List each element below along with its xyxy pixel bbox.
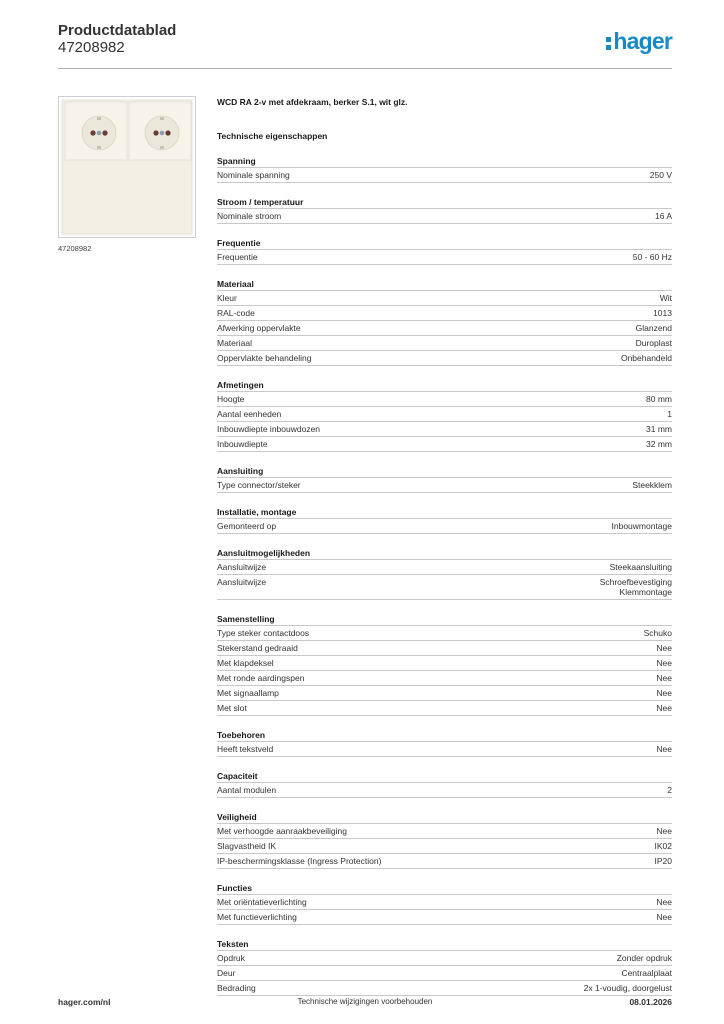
section-title: Technische eigenschappen bbox=[217, 131, 328, 141]
spec-label: Materiaal bbox=[217, 338, 252, 348]
spec-value: 250 V bbox=[649, 170, 672, 180]
spec-label: IP-beschermingsklasse (Ingress Protection) bbox=[217, 856, 382, 866]
spec-label: Bedrading bbox=[217, 983, 256, 993]
spec-row bbox=[217, 560, 672, 575]
spec-value: Steekaansluiting bbox=[609, 562, 672, 572]
spec-row bbox=[217, 671, 672, 686]
spec-label: Hoogte bbox=[217, 394, 245, 404]
spec-label: Heeft tekstveld bbox=[217, 744, 274, 754]
spec-value: Nee bbox=[656, 912, 672, 922]
spec-value: Nee bbox=[656, 688, 672, 698]
spec-label: Opdruk bbox=[217, 953, 245, 963]
spec-row bbox=[217, 783, 672, 798]
spec-row bbox=[217, 519, 672, 534]
spec-sheet bbox=[217, 96, 672, 996]
spec-row bbox=[217, 701, 672, 716]
spec-row bbox=[217, 966, 672, 981]
spec-group-title: Aansluitmogelijkheden bbox=[217, 547, 672, 560]
spec-value: Duroplast bbox=[635, 338, 672, 348]
document-number: 47208982 bbox=[58, 39, 125, 56]
spec-row bbox=[217, 824, 672, 839]
spec-group-title: Stroom / temperatuur bbox=[217, 196, 672, 209]
spec-value: 1 bbox=[667, 409, 672, 419]
spec-label: Deur bbox=[217, 968, 236, 978]
spec-group-title: Capaciteit bbox=[217, 770, 672, 783]
logo-text: hager bbox=[613, 28, 672, 54]
spec-value: 80 mm bbox=[646, 394, 672, 404]
spec-row bbox=[217, 575, 672, 600]
spec-group bbox=[217, 155, 672, 183]
spec-label: Nominale spanning bbox=[217, 170, 290, 180]
spec-value: Zonder opdruk bbox=[616, 953, 672, 963]
spec-value: Wit bbox=[659, 293, 672, 303]
spec-value: Nee bbox=[656, 897, 672, 907]
spec-label: Type connector/steker bbox=[217, 480, 301, 490]
spec-group-title: Spanning bbox=[217, 155, 672, 168]
spec-row bbox=[217, 686, 672, 701]
spec-row bbox=[217, 742, 672, 757]
spec-group-title: Installatie, montage bbox=[217, 506, 672, 519]
spec-value: 2x 1-voudig, doorgelust bbox=[583, 983, 672, 993]
spec-group bbox=[217, 882, 672, 925]
double-socket-icon bbox=[59, 97, 195, 237]
spec-value: 1013 bbox=[653, 308, 672, 318]
spec-value: 32 mm bbox=[646, 439, 672, 449]
spec-row bbox=[217, 626, 672, 641]
spec-value: 2 bbox=[667, 785, 672, 795]
spec-group bbox=[217, 278, 672, 366]
spec-group-title: Teksten bbox=[217, 938, 672, 951]
spec-label: Nominale stroom bbox=[217, 211, 282, 221]
spec-row bbox=[217, 839, 672, 854]
spec-group-title: Samenstelling bbox=[217, 613, 672, 626]
spec-row bbox=[217, 321, 672, 336]
spec-value: Centraalplaat bbox=[621, 968, 672, 978]
spec-label: Aansluitwijze bbox=[217, 562, 267, 572]
spec-value: Nee bbox=[656, 826, 672, 836]
spec-label: Met signaallamp bbox=[217, 688, 279, 698]
footer-disclaimer: Technische wijzigingen voorbehouden bbox=[297, 997, 433, 1006]
document-title: Productdatablad bbox=[58, 22, 177, 39]
product-image bbox=[58, 96, 196, 238]
spec-label: Met verhoogde aanraakbeveiliging bbox=[217, 826, 347, 836]
spec-row bbox=[217, 478, 672, 493]
spec-label: Met ronde aardingspen bbox=[217, 673, 305, 683]
spec-group-title: Aansluiting bbox=[217, 465, 672, 478]
spec-label: Aantal modulen bbox=[217, 785, 277, 795]
spec-value: Nee bbox=[656, 673, 672, 683]
product-name: WCD RA 2-v met afdekraam, berker S.1, wit glz. bbox=[217, 97, 408, 107]
spec-label: Inbouwdiepte inbouwdozen bbox=[217, 424, 321, 434]
spec-row bbox=[217, 422, 672, 437]
spec-value: Nee bbox=[656, 703, 672, 713]
spec-group-title: Toebehoren bbox=[217, 729, 672, 742]
spec-group bbox=[217, 938, 672, 996]
header-divider bbox=[58, 68, 672, 69]
spec-value: Glanzend bbox=[635, 323, 672, 333]
spec-label: Kleur bbox=[217, 293, 237, 303]
spec-row bbox=[217, 351, 672, 366]
spec-group bbox=[217, 613, 672, 716]
spec-value: Onbehandeld bbox=[620, 353, 672, 363]
spec-value: IK02 bbox=[654, 841, 672, 851]
spec-group bbox=[217, 506, 672, 534]
spec-label: Type steker contactdoos bbox=[217, 628, 310, 638]
spec-label: Afwerking oppervlakte bbox=[217, 323, 301, 333]
spec-group bbox=[217, 465, 672, 493]
spec-label: Met functieverlichting bbox=[217, 912, 297, 922]
spec-label: Stekerstand gedraaid bbox=[217, 643, 298, 653]
spec-row bbox=[217, 306, 672, 321]
spec-row bbox=[217, 895, 672, 910]
spec-value: Steekklem bbox=[632, 480, 672, 490]
spec-row bbox=[217, 336, 672, 351]
spec-value: Schroefbevestiging Klemmontage bbox=[599, 577, 672, 597]
spec-group-title: Veiligheid bbox=[217, 811, 672, 824]
spec-label: Aansluitwijze bbox=[217, 577, 267, 587]
hager-logo bbox=[606, 28, 672, 54]
spec-group bbox=[217, 237, 672, 265]
spec-row bbox=[217, 437, 672, 452]
spec-row bbox=[217, 209, 672, 224]
spec-row bbox=[217, 910, 672, 925]
spec-value: Schuko bbox=[643, 628, 672, 638]
spec-group bbox=[217, 196, 672, 224]
spec-group bbox=[217, 770, 672, 798]
spec-row bbox=[217, 951, 672, 966]
logo-dots-icon bbox=[606, 33, 612, 51]
spec-value: Inbouwmontage bbox=[611, 521, 672, 531]
page-footer bbox=[58, 997, 672, 1011]
spec-value: IP20 bbox=[654, 856, 672, 866]
spec-group-title: Materiaal bbox=[217, 278, 672, 291]
spec-group-title: Functies bbox=[217, 882, 672, 895]
spec-row bbox=[217, 854, 672, 869]
spec-group bbox=[217, 379, 672, 452]
spec-groups bbox=[217, 155, 672, 996]
spec-value: Nee bbox=[656, 643, 672, 653]
spec-row bbox=[217, 407, 672, 422]
spec-row bbox=[217, 168, 672, 183]
spec-value: 16 A bbox=[654, 211, 672, 221]
spec-group bbox=[217, 811, 672, 869]
spec-label: Inbouwdiepte bbox=[217, 439, 268, 449]
spec-value: Nee bbox=[656, 658, 672, 668]
spec-label: Gemonteerd op bbox=[217, 521, 277, 531]
spec-value: 50 - 60 Hz bbox=[632, 252, 672, 262]
spec-group-title: Afmetingen bbox=[217, 379, 672, 392]
spec-group bbox=[217, 547, 672, 600]
spec-value: 31 mm bbox=[646, 424, 672, 434]
spec-label: Oppervlakte behandeling bbox=[217, 353, 312, 363]
spec-label: Met slot bbox=[217, 703, 247, 713]
spec-value: Nee bbox=[656, 744, 672, 754]
spec-group bbox=[217, 729, 672, 757]
spec-label: Slagvastheid IK bbox=[217, 841, 277, 851]
spec-label: RAL-code bbox=[217, 308, 255, 318]
spec-group-title: Frequentie bbox=[217, 237, 672, 250]
spec-row bbox=[217, 981, 672, 996]
spec-row bbox=[217, 641, 672, 656]
spec-label: Met klapdeksel bbox=[217, 658, 274, 668]
spec-label: Aantal eenheden bbox=[217, 409, 282, 419]
spec-label: Met oriëntatieverlichting bbox=[217, 897, 307, 907]
spec-label: Frequentie bbox=[217, 252, 258, 262]
spec-row bbox=[217, 392, 672, 407]
footer-date: 08.01.2026 bbox=[629, 997, 672, 1007]
spec-row bbox=[217, 291, 672, 306]
image-caption: 47208982 bbox=[58, 244, 92, 253]
spec-row bbox=[217, 250, 672, 265]
spec-row bbox=[217, 656, 672, 671]
footer-website: hager.com/nl bbox=[58, 997, 111, 1007]
